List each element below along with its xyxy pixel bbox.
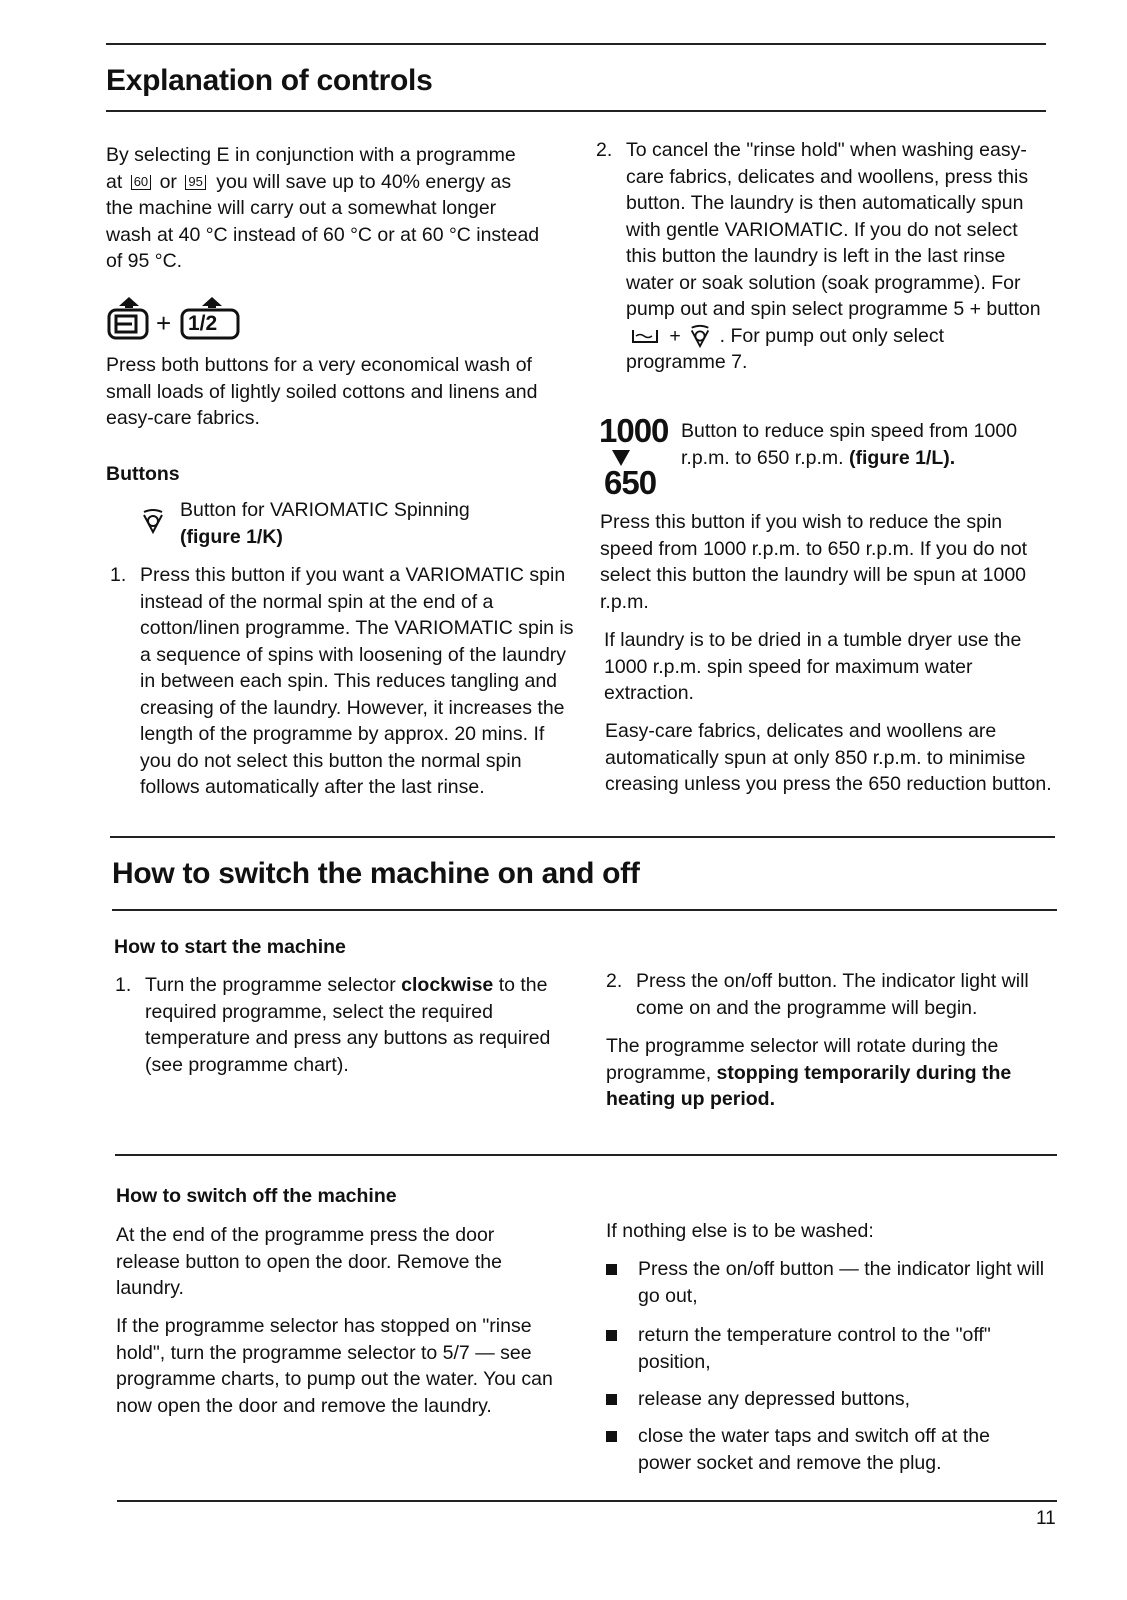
buttons-heading: Buttons xyxy=(106,463,180,485)
variomatic-item-1 xyxy=(110,562,575,801)
start-1-text-a: Turn the programme selector xyxy=(145,974,396,996)
off-paragraph-1: At the end of the programme press the door release button to open the door. Remove the laundry. xyxy=(116,1224,502,1299)
energy-line-3: the machine will carry out a somewhat longer xyxy=(106,197,497,219)
variomatic-inline-icon xyxy=(688,324,712,348)
variomatic-line-1: Button for VARIOMATIC Spinning xyxy=(180,499,470,521)
bullet-square-icon xyxy=(606,1394,617,1405)
rinse-hold-icon xyxy=(630,327,660,345)
start-1-number: 1. xyxy=(115,974,132,996)
item-2-text-b: . For pump out only select programme 7. xyxy=(626,324,945,373)
economy-combo xyxy=(106,292,266,342)
spin-figure-ref: (figure 1/L). xyxy=(849,446,956,469)
bottom-rule xyxy=(117,1500,1057,1502)
bullet-1-text: Press the on/off button — the indicator light will go out, xyxy=(638,1258,1045,1307)
temp-95-label: 95 xyxy=(188,173,203,189)
energy-line-2 xyxy=(106,169,576,196)
energy-line-5: of 95 °C. xyxy=(106,250,183,272)
title-rule xyxy=(106,110,1046,112)
bullet-square-icon xyxy=(606,1330,617,1341)
variomatic-icon xyxy=(140,508,166,534)
page-number: 11 xyxy=(1036,1508,1056,1529)
variomatic-item-2 xyxy=(596,137,1046,376)
bullet-2-text: return the temperature control to the "off" position, xyxy=(638,1324,991,1373)
temp-60-label: 60 xyxy=(133,173,149,189)
energy-at: at xyxy=(106,170,123,193)
start-2-text: Press the on/off button. The indicator light will come on and the programme will begin. xyxy=(636,970,1029,1019)
item-1-number: 1. xyxy=(110,564,127,586)
energy-save: you will save up to 40% energy as xyxy=(216,170,512,193)
spin-1000-label: 1000 xyxy=(599,412,669,449)
variomatic-figure-ref: (figure 1/K) xyxy=(180,525,283,548)
section-title-switch: How to switch the machine on and off xyxy=(112,857,640,890)
bullet-square-icon xyxy=(606,1264,617,1275)
energy-line-4: wash at 40 °C instead of 60 °C or at 60 °C instead xyxy=(106,223,540,246)
start-heading: How to start the machine xyxy=(114,936,346,958)
item-1-text: Press this button if you want a VARIOMATIC spin instead of the normal spin at the end of a cotton/linen programme. The VARIOMATIC spin is a sequence of spins with loosening of the laundry in between each spin. This reduces tangling and creasing of the laundry. However, it increases the length of the programme by approx. 20 mins. If you do not select this button the normal spin follows automatically after the last rinse. xyxy=(140,564,574,798)
bullet-item-3 xyxy=(606,1386,1046,1413)
start-item-1 xyxy=(115,972,565,1078)
item-2-text-a: To cancel the "rinse hold" when washing easy-care fabrics, delicates and woollens, press this button. The laundry is then automatically spun with gentle VARIOMATIC. If you do not select this button the laundry is left in the last rinse water or soak solution (soak programme). For pump out and spin select programme 5 + button xyxy=(626,139,1041,320)
item-2-plus: + xyxy=(669,324,681,347)
nothing-else-text: If nothing else is to be washed: xyxy=(606,1220,874,1242)
section2-title-rule xyxy=(112,909,1057,911)
temp-95-icon xyxy=(185,175,205,190)
spin-paragraph-3: Easy-care fabrics, delicates and woollens are automatically spun at only 850 r.p.m. to minimise creasing unless you press the 650 reduction button. xyxy=(605,720,1052,795)
section2-mid-rule xyxy=(115,1154,1057,1156)
start-item-2 xyxy=(606,968,1056,1021)
spin-desc-text: Button to reduce spin speed from 1000 r.p.m. to 650 r.p.m. xyxy=(681,420,1018,469)
energy-paragraph xyxy=(106,142,576,275)
bullet-item-2 xyxy=(606,1322,1046,1375)
e-button-icon xyxy=(106,292,152,342)
spin-button-desc xyxy=(681,418,1046,471)
rotate-bold-text: stopping temporarily during the heating up period. xyxy=(606,1061,1012,1110)
top-rule xyxy=(106,43,1046,45)
section-title-controls: Explanation of controls xyxy=(106,64,433,97)
rotate-paragraph xyxy=(606,1033,1046,1113)
temp-60-icon xyxy=(131,175,151,190)
spin-650-label: 650 xyxy=(604,464,657,501)
combo-plus: + xyxy=(156,308,172,338)
combo-paragraph: Press both buttons for a very economical wash of small loads of lightly soiled cottons and linens and easy-care fabrics. xyxy=(106,354,538,429)
item-2-text xyxy=(626,137,1046,376)
bullet-item-1 xyxy=(606,1256,1046,1309)
bullet-square-icon xyxy=(606,1431,617,1442)
section2-top-rule xyxy=(110,836,1055,838)
start-1-text xyxy=(145,972,565,1078)
off-heading: How to switch off the machine xyxy=(116,1185,397,1207)
bullet-3-text: release any depressed buttons, xyxy=(638,1388,911,1410)
item-2-number: 2. xyxy=(596,139,613,161)
energy-or: or xyxy=(159,170,177,193)
spin-paragraph-2: If laundry is to be dried in a tumble dryer use the 1000 r.p.m. spin speed for maximum water extraction. xyxy=(604,629,1022,704)
half-load-label: 1/2 xyxy=(188,312,218,335)
start-1-clockwise: clockwise xyxy=(401,974,494,996)
spin-paragraph-1: Press this button if you wish to reduce the spin speed from 1000 r.p.m. to 650 r.p.m. If you do not select this button the laundry will be spun at 1000 r.p.m. xyxy=(600,511,1028,613)
start-2-number: 2. xyxy=(606,970,623,992)
rotate-text: The programme selector will rotate during the programme, xyxy=(606,1035,999,1084)
bullet-4-text: close the water taps and switch off at the power socket and remove the plug. xyxy=(638,1425,990,1474)
bullet-item-4 xyxy=(606,1423,1046,1476)
off-paragraph-2: If the programme selector has stopped on "rinse hold", turn the programme selector to 5/7 — see programme charts, to pump out the water. You can now open the door and remove the laundry. xyxy=(116,1315,553,1417)
variomatic-label xyxy=(180,497,560,550)
start-1-text-b: to the required programme, select the required temperature and press any buttons as required (see programme chart). xyxy=(145,974,551,1076)
energy-line-1: By selecting E in conjunction with a programme xyxy=(106,144,516,166)
